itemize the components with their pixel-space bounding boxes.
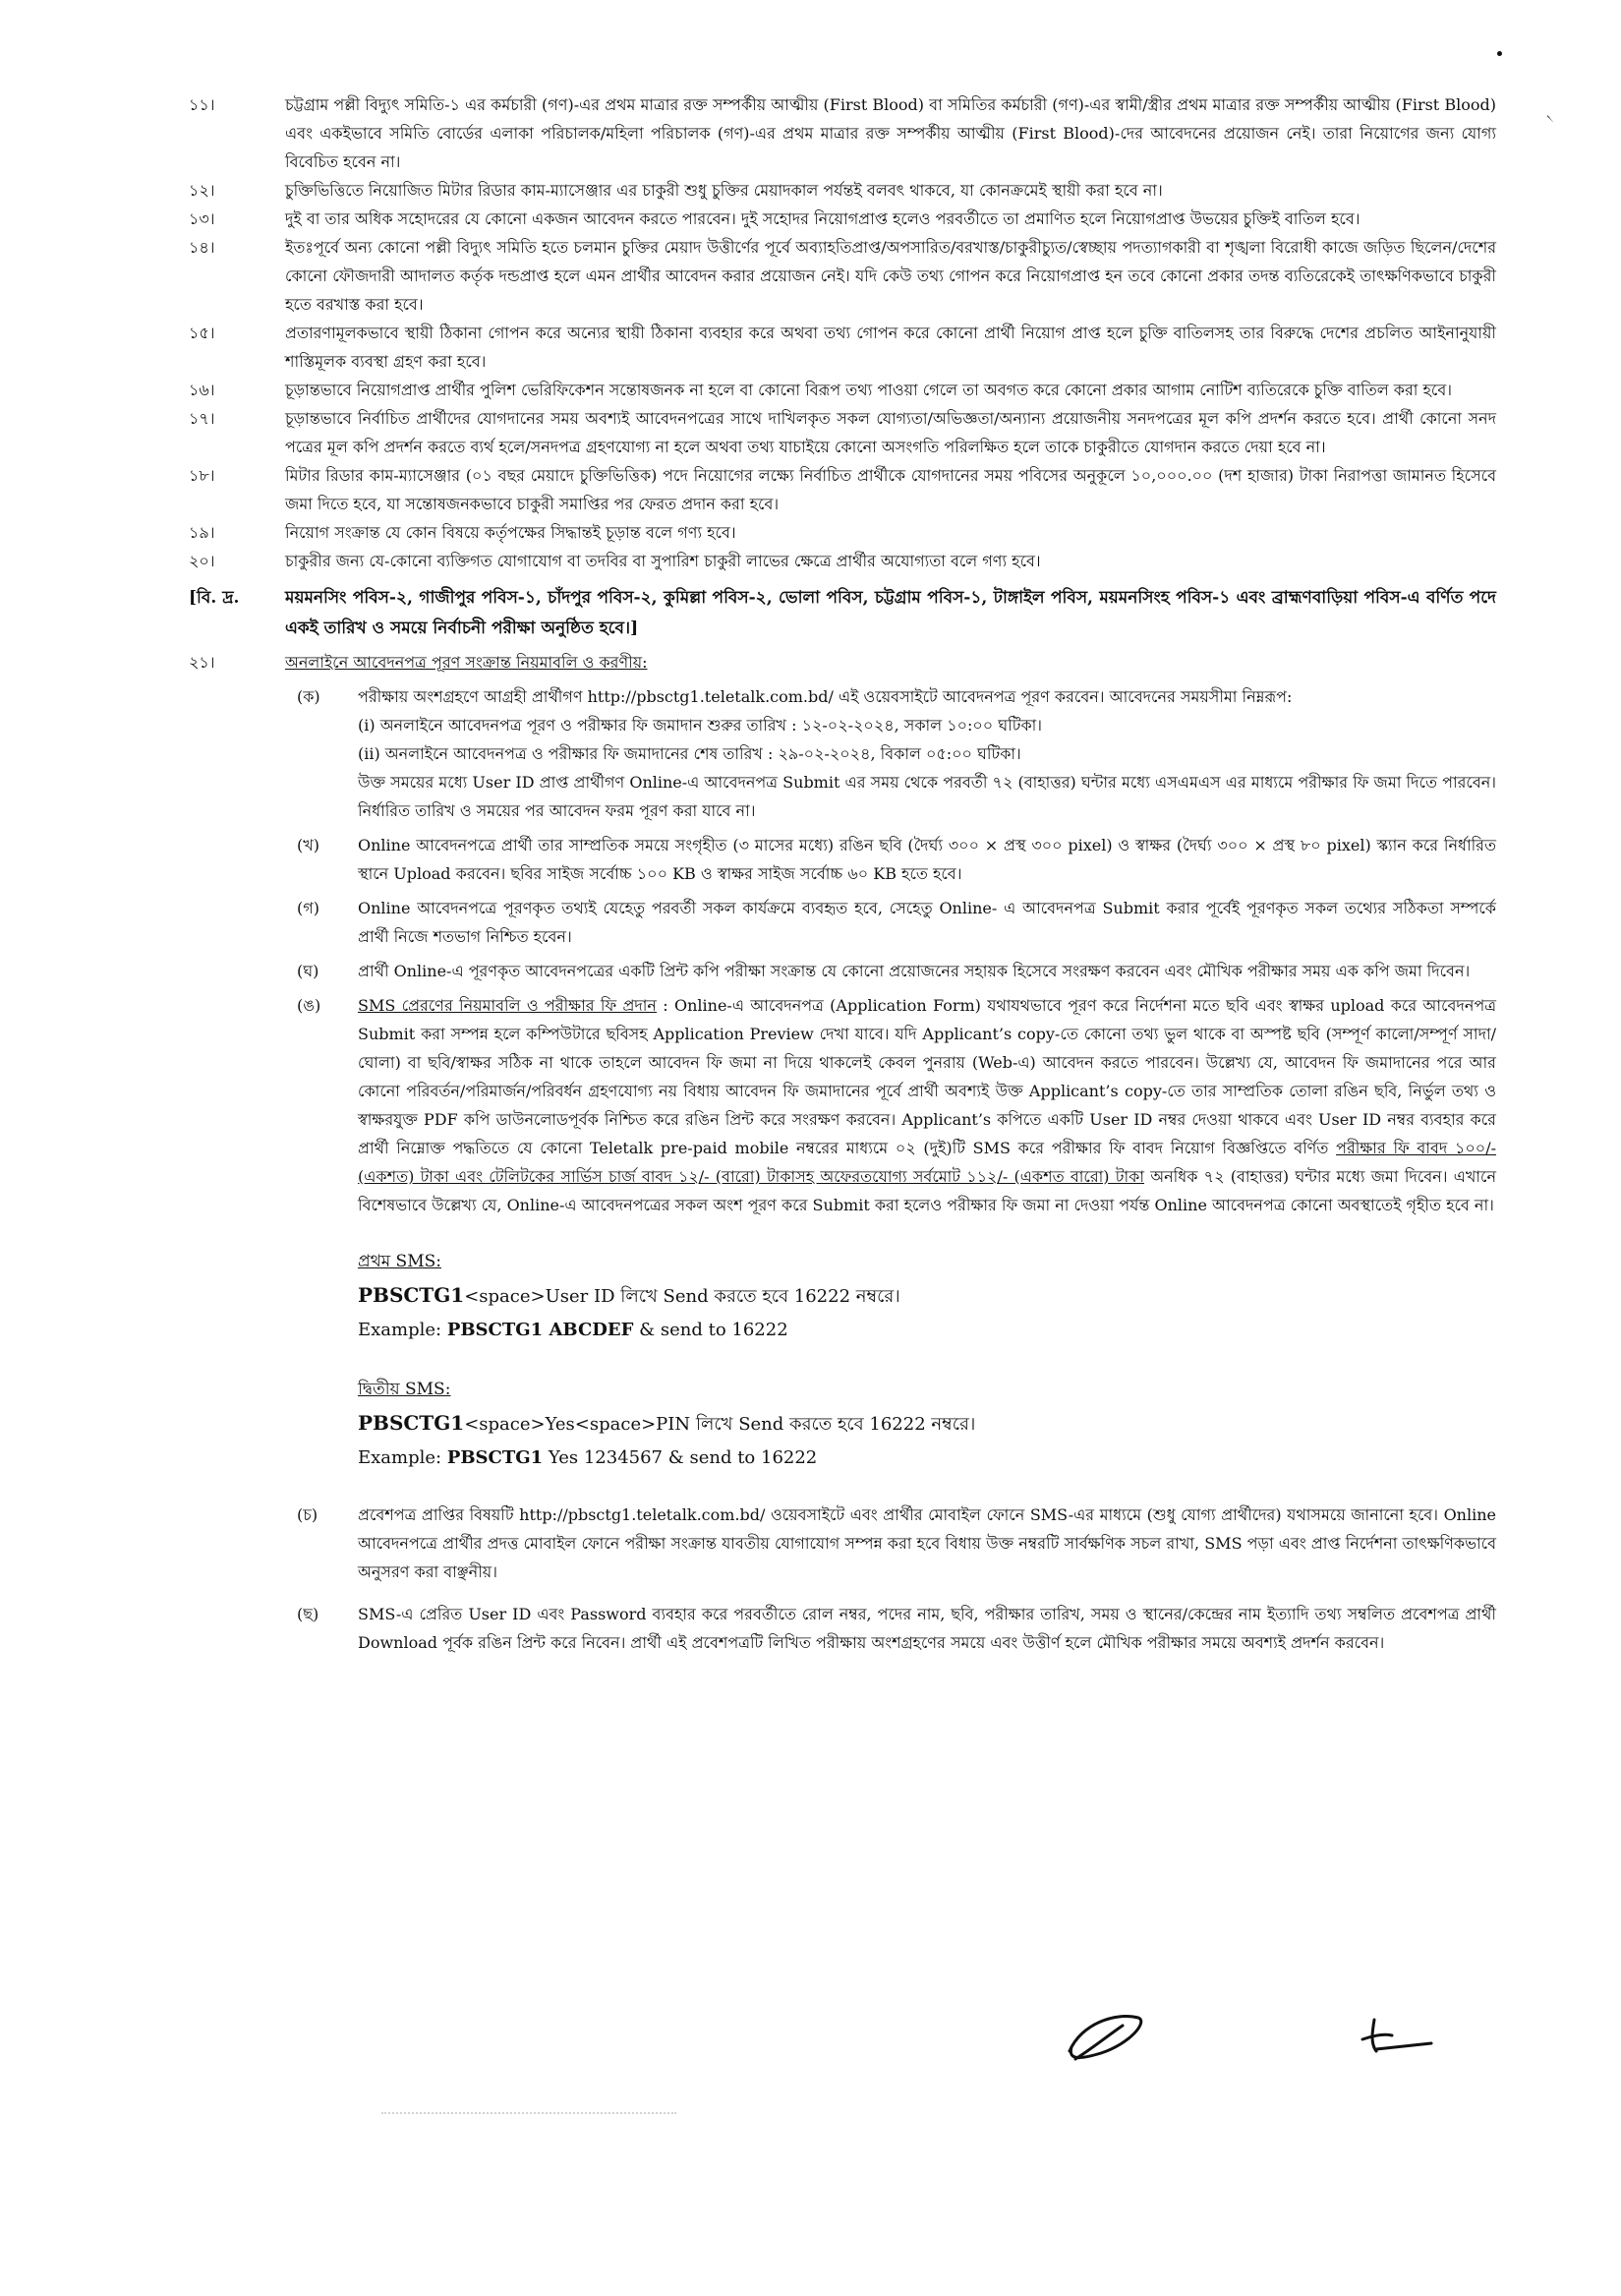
sms-command-rest: <space>User ID লিখে Send করতে হবে 16222 নম্বরে। <box>464 1286 900 1307</box>
item-text: চূড়ান্তভাবে নির্বাচিত প্রার্থীদের যোগদানের সময় অবশ্যই আবেদনপত্রের সাথে দাখিলকৃত সকল যোগ্যতা/অভিজ্ঞতা/অন্যান্য প্রয়োজনীয় সনদপত্রের মূল কপি প্রদর্শন করতে হবে। প্রার্থী কোনো সনদ পত্রের মূল কপি প্রদর্শন করতে ব্যর্থ হলে/সনদপত্র গ্রহণযোগ্য না হলে অথবা তথ্য যাচাইয়ে কোনো অসংগতি পরিলক্ষিত হলে তাকে চাকুরীতে যোগদান করতে দেয়া হবে না। <box>285 409 1496 456</box>
list-item <box>189 176 1496 205</box>
fee-amount-text: পরীক্ষার ফি বাবদ ১০০/- (একশত) টাকা এবং টেলিটকের সার্ভিস চার্জ বাবদ ১২/- (বারো) টাকাসহ অফেরতযোগ্য সর্বমোট ১১২/- (একশত বারো) টাকা <box>358 1139 1496 1186</box>
item-text: চুক্তিভিত্তিতে নিয়োজিত মিটার রিডার কাম-ম্যাসেঞ্জার এর চাকুরী শুধু চুক্তির মেয়াদকাল পর্যন্তই বলবৎ থাকবে, যা কোনক্রমেই স্থায়ী করা হবে না। <box>285 181 1163 200</box>
sub-label: (চ) <box>297 1505 318 1524</box>
sub-item-cha <box>297 1501 1496 1586</box>
second-sms-command <box>358 1406 1496 1442</box>
rules-list <box>189 90 1496 1657</box>
special-note <box>189 583 1496 644</box>
first-sms-block <box>358 1245 1496 1347</box>
second-sms-heading: দ্বিতীয় SMS: <box>358 1380 451 1399</box>
example-code: PBSCTG1 <box>446 1447 544 1468</box>
list-item <box>189 205 1496 233</box>
item-number: ১৯। <box>189 523 215 542</box>
example-code: PBSCTG1 ABCDEF <box>446 1320 634 1340</box>
signature-initial-left <box>1062 2004 1150 2065</box>
sub-item-kha <box>297 831 1496 888</box>
item-text: ইতঃপূর্বে অন্য কোনো পল্লী বিদ্যুৎ সমিতি হতে চলমান চুক্তির মেয়াদ উত্তীর্ণের পূর্বে অব্যাহতিপ্রাপ্ত/অপসারিত/বরখাস্ত/চাকুরীচ্যুত/স্বেচ্ছায় পদত্যাগকারী বা শৃঙ্খলা বিরোধী কাজে জড়িত ছিলেন/দেশের কোনো ফৌজদারী আদালত কর্তৃক দন্ডপ্রাপ্ত হলে এমন প্রার্থীর আবেদন করার প্রয়োজন নেই। যদি কেউ তথ্য গোপন করে নিয়োগপ্রাপ্ত হন তবে কোনো প্রকার তদন্ত ব্যতিরেকেই তাৎক্ষণিকভাবে চাকুরী হতে বরখাস্ত করা হবে। <box>285 238 1496 314</box>
sms-keyword: PBSCTG1 <box>358 1283 465 1307</box>
sub-text: প্রবেশপত্র প্রাপ্তির বিষয়টি http://pbsctg1.teletalk.com.bd/ ওয়েবসাইটে এবং প্রার্থীর মোবাইল ফোনে SMS-এর মাধ্যমে (শুধু যোগ্য প্রার্থীদের) যথাসময়ে জানানো হবে। Online আবেদনপত্রে প্রার্থীর প্রদত্ত মোবাইল ফোনে পরীক্ষা সংক্রান্ত যাবতীয় যোগাযোগ সম্পন্ন করা হবে বিধায় উক্ত নম্বরটি সার্বক্ষণিক সচল রাখা, SMS পড়া এবং প্রাপ্ত নির্দেশনা তাৎক্ষণিকভাবে অনুসরণ করা বাঞ্ছনীয়। <box>358 1505 1496 1581</box>
section-heading: অনলাইনে আবেদনপত্র পূরণ সংক্রান্ত নিয়মাবলি ও করণীয়: <box>285 653 648 672</box>
example-rest: & send to 16222 <box>633 1320 788 1340</box>
second-sms-example <box>358 1442 1496 1475</box>
list-item <box>189 90 1496 176</box>
item-text: চাকুরীর জন্য যে-কোনো ব্যক্তিগত যোগাযোগ বা তদবির বা সুপারিশ চাকুরী লাভের ক্ষেত্রে প্রার্থীর অযোগ্যতা বলে গণ্য হবে। <box>285 552 1041 570</box>
sub-text: SMS-এ প্রেরিত User ID এবং Password ব্যবহার করে পরবর্তীতে রোল নম্বর, পদের নাম, ছবি, পরীক্ষার তারিখ, সময় ও স্থানের/কেন্দ্রের নাম ইত্যাদি তথ্য সম্বলিত প্রবেশপত্র প্রার্থী Download পূর্বক রঙিন প্রিন্ট করে নিবেন। প্রার্থী এই প্রবেশপত্রটি লিখিত পরীক্ষায় অংশগ্রহণের সময়ে এবং উত্তীর্ণ হলে মৌখিক পরীক্ষার সময়ে অবশ্যই প্রদর্শন করবেন। <box>358 1605 1496 1652</box>
sms-rules-text-end: অনধিক ৭২ (বাহাত্তর) ঘন্টার মধ্যে জমা দিবেন। এখানে বিশেষভাবে উল্লেখ্য যে, Online-এ আবেদনপত্রের সকল অংশ পূরণ করে Submit করা হলেও পরীক্ষার ফি জমা না দেওয়া পর্যন্ত Online আবেদনপত্র কোনো অবস্থাতেই গৃহীত হবে না। <box>358 1167 1496 1214</box>
item-number: ১৬। <box>189 381 215 399</box>
sub-text: প্রার্থী Online-এ পূরণকৃত আবেদনপত্রের একটি প্রিন্ট কপি পরীক্ষা সংক্রান্ত যে কোনো প্রয়োজনের সহায়ক হিসেবে সংরক্ষণ করবেন এবং মৌখিক পরীক্ষার সময় এক কপি জমা দিবেন। <box>358 962 1471 980</box>
sub-intro: পরীক্ষায় অংশগ্রহণে আগ্রহী প্রার্থীগণ http://pbsctg1.teletalk.com.bd/ এই ওয়েবসাইটে আবেদনপত্র পূরণ করবেন। আবেদনের সময়সীমা নিম্নরূপ: <box>358 687 1293 706</box>
example-label: Example: <box>358 1320 447 1340</box>
sub-label: (ছ) <box>297 1605 319 1623</box>
item-number: ১৮। <box>189 466 215 485</box>
item-number: ১৪। <box>189 238 215 257</box>
sms-rules-text: : Online-এ আবেদনপত্র (Application Form) যথাযথভাবে পূরণ করে নির্দেশনা মতে ছবি এবং স্বাক্ষর upload করে আবেদনপত্র Submit করা সম্পন্ন হলে কম্পিউটারে ছবিসহ Application Preview দেখা যাবে। যদি Applicant’s copy-তে কোনো তথ্য ভুল থাকে বা অস্পষ্ট ছবি (সম্পূর্ণ কালো/সম্পূর্ণ সাদা/ঘোলা) বা ছবি/স্বাক্ষর সঠিক না থাকে তাহলে আবেদন ফি জমা না দিয়ে থাকলেই কেবল পুনরায় (Web-এ) আবেদন করতে পারবেন। উল্লেখ্য যে, আবেদন ফি জমাদানের পরে আর কোনো পরিবর্তন/পরিমার্জন/পরিবর্ধন গ্রহণযোগ্য নয় বিধায় আবেদন ফি জমাদানের পূর্বে প্রার্থী অবশ্যই উক্ত Applicant’s copy-তে তার সাম্প্রতিক তোলা রঙিন ছবি, নির্ভুল তথ্য ও স্বাক্ষরযুক্ত PDF কপি ডাউনলোডপূর্বক নিশ্চিত করে রঙিন প্রিন্ট করে সংরক্ষণ করবেন। Applicant’s কপিতে একটি User ID নম্বর দেওয়া থাকবে এবং User ID নম্বর ব্যবহার করে প্রার্থী নিম্নোক্ত পদ্ধতিতে যে কোনো Teletalk pre-paid mobile নম্বরের মাধ্যমে ০২ (দুই)টি SMS করে পরীক্ষার ফি বাবদ নিয়োগ বিজ্ঞপ্তিতে বর্ণিত <box>358 996 1496 1157</box>
sub-text <box>358 991 1496 1495</box>
item-number: ১৩। <box>189 209 215 228</box>
sub-text: Online আবেদনপত্রে প্রার্থী তার সাম্প্রতিক সময়ে সংগৃহীত (৩ মাসের মধ্যে) রঙিন ছবি (দৈর্ঘ্য ৩০০ × প্রস্থ ৩০০ pixel) ও স্বাক্ষর (দৈর্ঘ্য ৩০০ × প্রস্থ ৮০ pixel) স্ক্যান করে নির্ধারিত স্থানে Upload করবেন। ছবির সাইজ সর্বোচ্চ ১০০ KB ও স্বাক্ষর সাইজ সর্বোচ্চ ৬০ KB হতে হবে। <box>358 836 1496 883</box>
list-item <box>189 547 1496 575</box>
item-text: দুই বা তার অধিক সহোদরের যে কোনো একজন আবেদন করতে পারবেন। দুই সহোদর নিয়োগপ্রাপ্ত হলেও পরবর্তীতে তা প্রমাণিত হলে নিয়োগপ্রাপ্ত উভয়ের চুক্তিই বাতিল হবে। <box>285 209 1360 228</box>
sub-item-ka <box>297 682 1496 825</box>
sms-command-rest: <space>Yes<space>PIN লিখে Send করতে হবে 16222 নম্বরে। <box>464 1414 976 1435</box>
list-item <box>189 376 1496 404</box>
sub-label: (ক) <box>297 687 320 706</box>
sub-text <box>358 682 1496 825</box>
sub-item-uma <box>297 991 1496 1495</box>
list-item <box>189 319 1496 376</box>
sms-keyword: PBSCTG1 <box>358 1411 465 1435</box>
item-number: ১৫। <box>189 324 215 342</box>
list-item <box>189 404 1496 461</box>
first-sms-command <box>358 1278 1496 1314</box>
sub-item-chha <box>297 1600 1496 1657</box>
item-text: চূড়ান্তভাবে নিয়োগপ্রাপ্ত প্রার্থীর পুলিশ ভেরিফিকেশন সন্তোষজনক না হলে বা কোনো বিরূপ তথ্য পাওয়া গেলে তা অবগত করে কোনো প্রকার আগাম নোটিশ ব্যতিরেকে চুক্তি বাতিল করা হবে। <box>285 381 1452 399</box>
note-label: [বি. দ্র. <box>189 588 240 608</box>
signature-initial-right <box>1355 2010 1435 2061</box>
faint-scan-line <box>381 2112 676 2116</box>
item-text: চট্টগ্রাম পল্লী বিদ্যুৎ সমিতি-১ এর কর্মচারী (গণ)-এর প্রথম মাত্রার রক্ত সম্পর্কীয় আত্মীয় (First Blood) বা সমিতির কর্মচারী (গণ)-এর স্বামী/স্ত্রীর প্রথম মাত্রার রক্ত সম্পর্কীয় আত্মীয় (First Blood) এবং একইভাবে সমিতি বোর্ডের এলাকা পরিচালক/মহিলা পরিচালক (গণ)-এর প্রথম মাত্রার রক্ত সম্পর্কীয় আত্মীয় (First Blood)-দের আবেদনের প্রয়োজন নেই। তারা নিয়োগের জন্য যোগ্য বিবেচিত হবেন না। <box>285 95 1496 171</box>
example-rest: Yes 1234567 & send to 16222 <box>543 1447 818 1468</box>
list-item-21 <box>189 648 1496 677</box>
list-item <box>189 518 1496 547</box>
sub-label: (খ) <box>297 836 319 854</box>
sub-rest: উক্ত সময়ের মধ্যে User ID প্রাপ্ত প্রার্থীগণ Online-এ আবেদনপত্র Submit এর সময় থেকে পরবর্তী ৭২ (বাহাত্তর) ঘন্টার মধ্যে এসএমএস এর মাধ্যমে পরীক্ষার ফি জমা দিতে পারবেন। নির্ধারিত তারিখ ও সময়ের পর আবেদন ফরম পূরণ করা যাবে না। <box>358 773 1496 820</box>
item-text: প্রতারণামূলকভাবে স্থায়ী ঠিকানা গোপন করে অন্যের স্থায়ী ঠিকানা ব্যবহার করে অথবা তথ্য গোপন করে কোনো প্রার্থী নিয়োগ প্রাপ্ত হলে চুক্তি বাতিলসহ তার বিরুদ্ধে দেশের প্রচলিত আইনানুযায়ী শাস্তিমূলক ব্যবস্থা গ্রহণ করা হবে। <box>285 324 1496 371</box>
first-sms-example <box>358 1314 1496 1347</box>
end-date-line: (ii) অনলাইনে আবেদনপত্র ও পরীক্ষার ফি জমাদানের শেষ তারিখ : ২৯-০২-২০২৪, বিকাল ০৫:০০ ঘটিকা। <box>358 744 1021 763</box>
list-item <box>189 461 1496 518</box>
sub-item-gha <box>297 957 1496 985</box>
sub-text: Online আবেদনপত্রে পূরণকৃত তথ্যই যেহেতু পরবর্তী সকল কার্যক্রমে ব্যবহৃত হবে, সেহেতু Online- এ আবেদনপত্র Submit করার পূর্বেই পূরণকৃত সকল তথ্যের সঠিকতা সম্পর্কে প্রার্থী নিজে শতভাগ নিশ্চিত হবেন। <box>358 899 1496 946</box>
item-text: নিয়োগ সংক্রান্ত যে কোন বিষয়ে কর্তৃপক্ষের সিদ্ধান্তই চূড়ান্ত বলে গণ্য হবে। <box>285 523 736 542</box>
note-text: ময়মনসিং পবিস-২, গাজীপুর পবিস-১, চাঁদপুর পবিস-২, কুমিল্লা পবিস-২, ভোলা পবিস, চট্টগ্রাম পবিস-১, টাঙ্গাইল পবিস, ময়মনসিংহ পবিস-১ এবং ব্রাহ্মণবাড়িয়া পবিস-এ বর্ণিত পদে একই তারিখ ও সময়ে নির্বাচনী পরীক্ষা অনুষ্ঠিত হবে।] <box>285 588 1496 638</box>
scan-dot <box>1497 51 1502 56</box>
sub-label: (ঘ) <box>297 962 319 980</box>
item-number: ২১। <box>189 653 215 672</box>
edge-mark: ৲ <box>1546 107 1554 121</box>
item-number: ১২। <box>189 181 215 200</box>
example-label: Example: <box>358 1447 447 1468</box>
sms-rules-title: SMS প্রেরণের নিয়মাবলি ও পরীক্ষার ফি প্রদান <box>358 996 657 1015</box>
sub-label: (ঙ) <box>297 996 321 1015</box>
item-number: ১৭। <box>189 409 215 428</box>
sub-label: (গ) <box>297 899 319 917</box>
list-item <box>189 233 1496 319</box>
second-sms-block <box>358 1373 1496 1475</box>
item-number: ১১। <box>189 95 215 114</box>
start-date-line: (i) অনলাইনে আবেদনপত্র পূরণ ও পরীক্ষার ফি জমাদান শুরুর তারিখ : ১২-০২-২০২৪, সকাল ১০:০০ ঘটিকা। <box>358 716 1043 735</box>
item-text: মিটার রিডার কাম-ম্যাসেঞ্জার (০১ বছর মেয়াদে চুক্তিভিত্তিক) পদে নিয়োগের লক্ষ্যে নির্বাচিত প্রার্থীকে যোগদানের সময় পবিসের অনুকূলে ১০,০০০.০০ (দশ হাজার) টাকা নিরাপত্তা জামানত হিসেবে জমা দিতে হবে, যা সন্তোষজনকভাবে চাকুরী সমাপ্তির পর ফেরত প্রদান করা হবে। <box>285 466 1496 513</box>
first-sms-heading: প্রথম SMS: <box>358 1252 441 1271</box>
sub-item-ga <box>297 894 1496 951</box>
item-number: ২০। <box>189 552 215 570</box>
